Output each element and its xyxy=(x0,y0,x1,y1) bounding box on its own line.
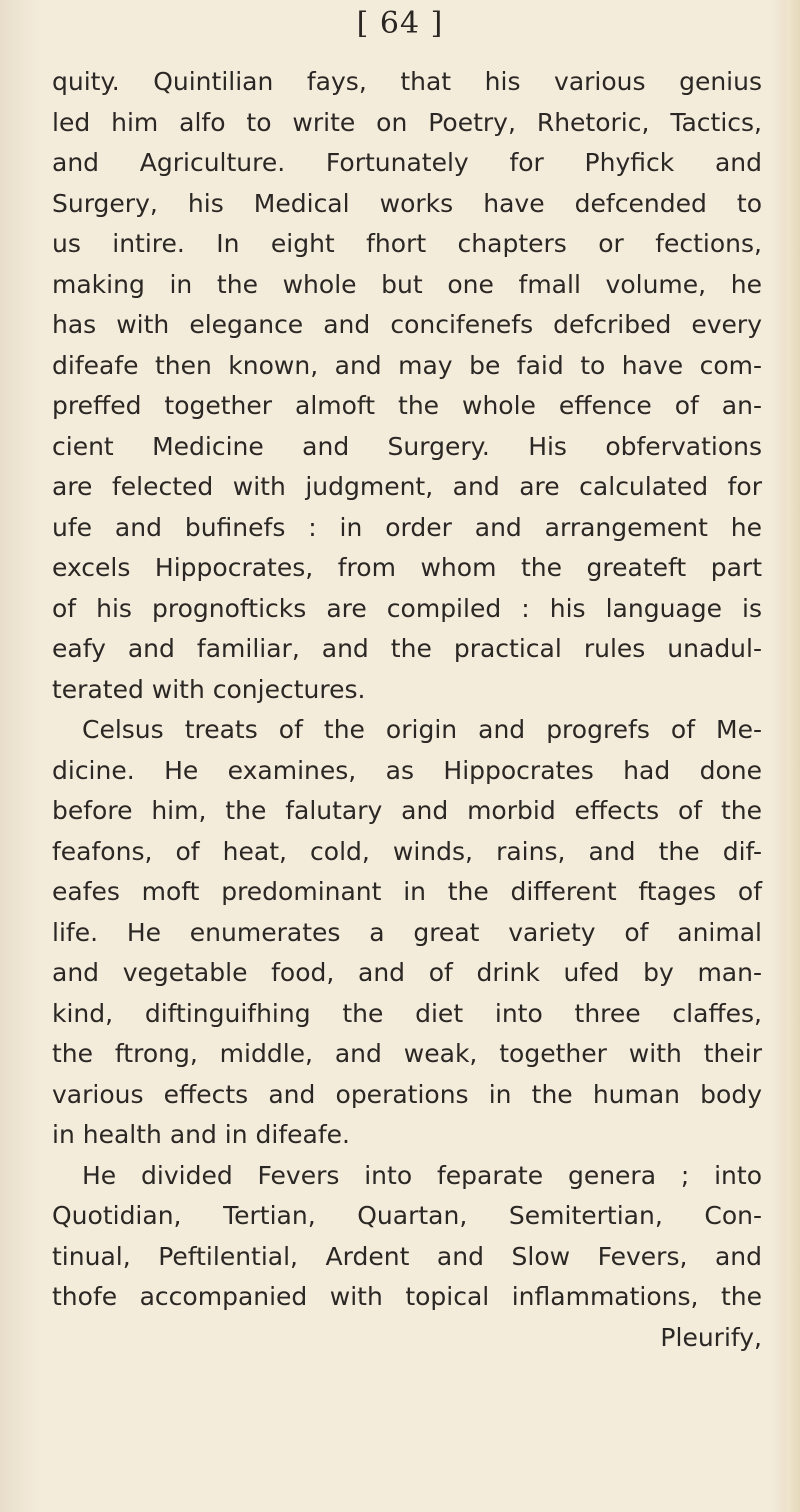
text-line: the ftrong, middle, and weak, together with their xyxy=(52,1039,762,1068)
text-line: various effects and operations in the human body xyxy=(52,1079,762,1109)
text-line: tinual, Peftilential, Ardent and Slow Fevers, and xyxy=(52,1241,762,1271)
text-line: excels Hippocrates, from whom the greateft part xyxy=(52,553,762,582)
text-line: has with elegance and concifenefs defcribed every xyxy=(52,310,762,339)
text-line: and Agriculture. Fortunately for Phyfick and xyxy=(52,148,762,177)
paragraph-start-line: He divided Fevers into feparate genera ; into xyxy=(82,1160,762,1190)
text-line: difeafe then known, and may be faid to have com- xyxy=(52,350,762,380)
page-edge xyxy=(786,0,800,1512)
text-line: making in the whole but one fmall volume, he xyxy=(52,269,762,299)
text-line: are felected with judgment, and are calculated for xyxy=(52,472,762,501)
text-line: eafes moft predominant in the different ftages of xyxy=(52,877,762,906)
paragraph-start-line: Celsus treats of the origin and progrefs of Me- xyxy=(82,715,762,744)
text-line: feafons, of heat, cold, winds, rains, and the dif- xyxy=(52,836,762,866)
catchword: Pleurify, xyxy=(660,1322,762,1352)
text-line: Surgery, his Medical works have defcended to xyxy=(52,188,762,218)
body-text xyxy=(52,62,762,1358)
text-line: dicine. He examines, as Hippocrates had done xyxy=(52,755,762,785)
text-line: preffed together almoft the whole effence of an- xyxy=(52,391,762,420)
text-line: eafy and familiar, and the practical rules unadul- xyxy=(52,634,762,663)
text-line: in health and in difeafe. xyxy=(52,1120,350,1149)
text-line: thofe accompanied with topical inflammations, the xyxy=(52,1282,762,1311)
text-line: ufe and bufinefs : in order and arrangement he xyxy=(52,512,762,542)
text-line: led him alfo to write on Poetry, Rhetoric, Tactics, xyxy=(52,107,762,137)
text-line: kind, diftinguifhing the diet into three claffes, xyxy=(52,998,762,1028)
text-line: of his prognofticks are compiled : his language is xyxy=(52,593,762,623)
page-number: [ 64 ] xyxy=(356,6,444,41)
text-line: quity. Quintilian fays, that his various genius xyxy=(52,67,762,96)
text-line: Quotidian, Tertian, Quartan, Semitertian, Con- xyxy=(52,1201,762,1230)
text-line: before him, the falutary and morbid effects of the xyxy=(52,796,762,825)
text-line: and vegetable food, and of drink ufed by man- xyxy=(52,958,762,987)
text-line: terated with conjectures. xyxy=(52,674,366,704)
text-line: cient Medicine and Surgery. His obfervations xyxy=(52,431,762,461)
text-line: life. He enumerates a great variety of animal xyxy=(52,917,762,947)
text-line: us intire. In eight fhort chapters or fections, xyxy=(52,229,762,258)
